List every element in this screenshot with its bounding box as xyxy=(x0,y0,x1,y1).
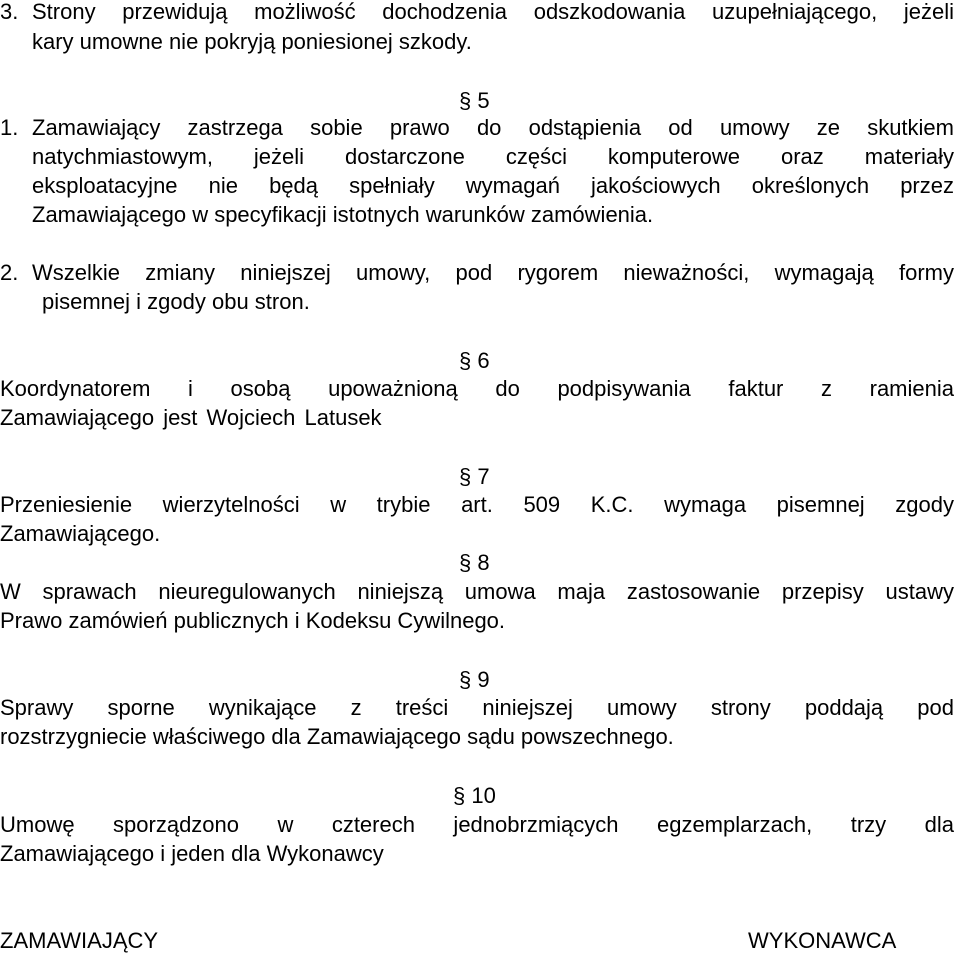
section-10-line-2: Zamawiającego i jeden dla Wykonawcy xyxy=(0,841,384,866)
section-7-line-2: Zamawiającego. xyxy=(0,521,161,546)
section-8-heading: § 8 xyxy=(459,550,490,575)
section-8-line-1: W sprawach nieuregulowanych niniejszą umowa maja zastosowanie przepisy ustawy xyxy=(0,579,954,604)
section-10-heading: § 10 xyxy=(453,783,496,808)
section-7-line-1: Przeniesienie wierzytelności w trybie art. 509 K.C. wymaga pisemnej zgody xyxy=(0,492,954,517)
section-6-heading: § 6 xyxy=(459,348,490,373)
section-5-item-1-line-2: natychmiastowym, jeżeli dostarczone części komputerowe oraz materiały xyxy=(32,144,954,169)
section-8-line-2: Prawo zamówień publicznych i Kodeksu Cywilnego. xyxy=(0,608,506,633)
item-3-line-1: Strony przewidują możliwość dochodzenia odszkodowania uzupełniającego, jeżeli xyxy=(32,0,954,24)
section-9-line-1: Sprawy sporne wynikające z treści niniejszej umowy strony poddają pod xyxy=(0,695,954,720)
signature-left-label: ZAMAWIAJĄCY xyxy=(0,928,159,953)
item-3-number: 3. xyxy=(0,0,19,24)
section-5-heading: § 5 xyxy=(459,88,490,113)
section-7-heading: § 7 xyxy=(459,464,490,489)
section-5-item-1-number: 1. xyxy=(0,115,19,140)
section-5-item-1-line-3: eksploatacyjne nie będą spełniały wymagań jakościowych określonych przez xyxy=(32,173,954,198)
section-9-heading: § 9 xyxy=(459,667,490,692)
section-5-item-1-line-1: Zamawiający zastrzega sobie prawo do odstąpienia od umowy ze skutkiem xyxy=(32,115,954,140)
section-10-line-1: Umowę sporządzono w czterech jednobrzmiących egzemplarzach, trzy dla xyxy=(0,812,954,837)
section-6-line-2: Zamawiającego jest Wojciech Latusek xyxy=(0,405,382,430)
section-5-item-2-number: 2. xyxy=(0,260,19,285)
item-3-line-2: kary umowne nie pokryją poniesionej szkody. xyxy=(32,29,472,54)
section-9-line-2: rozstrzygniecie właściwego dla Zamawiającego sądu powszechnego. xyxy=(0,724,674,749)
section-5-item-2-line-2: pisemnej i zgody obu stron. xyxy=(42,289,310,314)
section-5-item-1-line-4: Zamawiającego w specyfikacji istotnych warunków zamówienia. xyxy=(32,202,654,227)
section-6-line-1: Koordynatorem i osobą upoważnioną do podpisywania faktur z ramienia xyxy=(0,376,954,401)
section-5-item-2-line-1: Wszelkie zmiany niniejszej umowy, pod rygorem nieważności, wymagają formy xyxy=(32,260,954,285)
signature-right-label: WYKONAWCA xyxy=(748,928,897,953)
